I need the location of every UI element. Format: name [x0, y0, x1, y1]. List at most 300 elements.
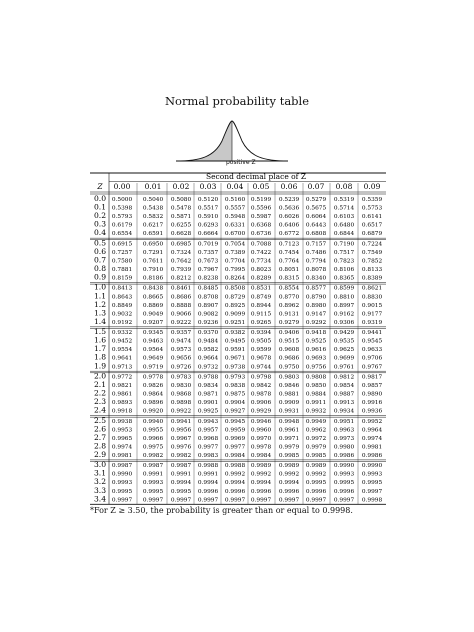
- table-cell: 0.9951: [333, 418, 355, 425]
- table-cell: 0.9783: [170, 374, 192, 381]
- table-cell: 0.9803: [278, 374, 300, 381]
- table-cell: 0.7673: [197, 258, 219, 265]
- table-cell: 0.5120: [197, 197, 219, 203]
- table-cell: 0.9995: [305, 480, 327, 487]
- table-cell: 0.9656: [170, 355, 192, 362]
- table-cell: 0.7939: [170, 267, 192, 273]
- table-cell: 0.9929: [250, 408, 272, 415]
- table-cell: 0.9812: [333, 374, 355, 381]
- table-cell: 0.5239: [278, 197, 300, 203]
- table-cell: 0.9995: [361, 480, 383, 487]
- table-cell: 0.6064: [305, 214, 327, 221]
- table-cell: 0.9082: [197, 311, 219, 318]
- table-cell: 0.8621: [361, 285, 383, 292]
- table-cell: 0.9525: [305, 338, 327, 345]
- table-cell: 0.8980: [305, 302, 327, 309]
- table-cell: 0.9306: [333, 319, 355, 326]
- table-cell: 0.9582: [197, 347, 219, 354]
- table-cell: 0.8869: [142, 302, 164, 309]
- table-cell: 0.9987: [142, 463, 164, 470]
- table-cell: 0.9997: [142, 497, 164, 504]
- table-cell: 0.9995: [111, 488, 133, 495]
- table-cell: 0.7995: [224, 267, 246, 273]
- table-cell: 0.9554: [111, 347, 133, 354]
- table-cell: 0.9975: [142, 444, 164, 451]
- table-cell: 0.8051: [278, 267, 300, 273]
- table-cell: 0.9974: [361, 435, 383, 442]
- table-cell: 0.9793: [224, 374, 246, 381]
- table-cell: 0.9693: [305, 355, 327, 362]
- col-header: 0.00: [113, 182, 131, 191]
- table-cell: 0.9032: [111, 311, 133, 318]
- row-label-z: 2.9: [93, 449, 107, 459]
- row-label-z: 2.2: [93, 388, 107, 398]
- table-cell: 0.9896: [142, 400, 164, 407]
- table-cell: 0.9893: [111, 400, 133, 407]
- table-cell: 0.9993: [361, 471, 383, 478]
- table-cell: 0.9192: [111, 319, 133, 326]
- table-cell: 0.7123: [278, 241, 300, 248]
- table-cell: 0.8925: [224, 302, 246, 309]
- table-cell: 0.8997: [333, 302, 355, 309]
- table-cell: 0.9719: [142, 364, 164, 371]
- table-cell: 0.9994: [278, 480, 300, 487]
- table-cell: 0.8770: [278, 294, 300, 301]
- table-cell: 0.9996: [278, 488, 300, 495]
- table-cell: 0.8238: [197, 275, 219, 282]
- table-cell: 0.6736: [250, 231, 272, 238]
- table-cell: 0.7580: [111, 258, 133, 265]
- row-label-z: 1.0: [93, 282, 107, 292]
- row-label-z: 3.4: [93, 494, 107, 504]
- table-cell: 0.9992: [305, 471, 327, 478]
- table-cell: 0.8340: [305, 275, 327, 282]
- table-cell: 0.6591: [142, 231, 164, 238]
- table-cell: 0.9989: [250, 463, 272, 470]
- table-cell: 0.9990: [361, 463, 383, 470]
- row-label-z: 1.8: [93, 352, 107, 362]
- table-cell: 0.9744: [250, 364, 272, 371]
- table-cell: 0.7549: [361, 249, 383, 256]
- table-cell: 0.5478: [170, 205, 192, 212]
- table-cell: 0.6179: [111, 222, 133, 229]
- table-cell: 0.9846: [278, 382, 300, 389]
- table-cell: 0.9988: [224, 463, 246, 470]
- table-cell: 0.5319: [333, 197, 355, 203]
- table-cell: 0.8023: [250, 267, 272, 273]
- table-cell: 0.6985: [170, 241, 192, 248]
- row-label-z: 0.4: [93, 228, 107, 238]
- table-cell: 0.9838: [224, 382, 246, 389]
- table-cell: 0.9989: [278, 463, 300, 470]
- table-cell: 0.6844: [333, 231, 355, 238]
- table-cell: 0.9817: [361, 374, 383, 381]
- table-cell: 0.8907: [197, 302, 219, 309]
- table-cell: 0.9985: [305, 452, 327, 459]
- row-label-z: 3.0: [93, 460, 107, 470]
- table-cell: 0.9993: [142, 480, 164, 487]
- table-cell: 0.9936: [361, 408, 383, 415]
- table-cell: 0.7157: [305, 241, 327, 248]
- table-cell: 0.8531: [250, 285, 272, 292]
- table-cell: 0.9535: [333, 338, 355, 345]
- table-cell: 0.9591: [224, 347, 246, 354]
- table-cell: 0.9927: [224, 408, 246, 415]
- table-cell: 0.7422: [250, 249, 272, 256]
- footnote: *For Z ≥ 3.50, the probability is greater than or equal to 0.9998.: [90, 506, 353, 515]
- table-cell: 0.8438: [142, 285, 164, 292]
- table-cell: 0.9949: [305, 418, 327, 425]
- table-cell: 0.9726: [170, 364, 192, 371]
- table-cell: 0.8944: [250, 302, 272, 309]
- table-cell: 0.5398: [111, 205, 133, 212]
- table-cell: 0.9994: [250, 480, 272, 487]
- table-cell: 0.9992: [250, 471, 272, 478]
- row-label-z: 1.1: [93, 291, 107, 301]
- table-cell: 0.8790: [305, 294, 327, 301]
- table-cell: 0.7389: [224, 249, 246, 256]
- table-cell: 0.8729: [224, 294, 246, 301]
- table-cell: 0.9995: [142, 488, 164, 495]
- table-cell: 0.9808: [305, 374, 327, 381]
- table-cell: 0.9015: [361, 302, 383, 309]
- positive-z-label: positive Z: [226, 159, 256, 166]
- table-cell: 0.9625: [333, 347, 355, 354]
- table-cell: 0.9906: [250, 400, 272, 407]
- table-cell: 0.9901: [197, 400, 219, 407]
- table-cell: 0.9997: [305, 497, 327, 504]
- table-cell: 0.7019: [197, 241, 219, 248]
- table-cell: 0.5160: [224, 197, 246, 203]
- table-cell: 0.8315: [278, 275, 300, 282]
- table-cell: 0.5987: [250, 214, 272, 221]
- table-cell: 0.9991: [142, 471, 164, 478]
- row-header-z: Z: [97, 182, 103, 191]
- table-cell: 0.8830: [361, 294, 383, 301]
- row-label-z: 1.7: [93, 344, 107, 354]
- table-cell: 0.8461: [170, 285, 192, 292]
- table-cell: 0.9959: [224, 427, 246, 434]
- table-cell: 0.9909: [278, 400, 300, 407]
- table-cell: 0.9984: [224, 452, 246, 459]
- table-cell: 0.9977: [197, 444, 219, 451]
- table-cell: 0.8643: [111, 294, 133, 301]
- table-cell: 0.5359: [361, 197, 383, 203]
- table-cell: 0.6950: [142, 241, 164, 248]
- table-cell: 0.9699: [333, 355, 355, 362]
- table-cell: 0.5596: [250, 205, 272, 212]
- table-cell: 0.9945: [224, 418, 246, 425]
- table-cell: 0.6331: [224, 222, 246, 229]
- table-cell: 0.8389: [361, 275, 383, 282]
- table-cell: 0.9991: [170, 471, 192, 478]
- table-cell: 0.9987: [111, 463, 133, 470]
- col-header: 0.08: [335, 182, 353, 191]
- table-cell: 0.9970: [250, 435, 272, 442]
- table-cell: 0.5557: [224, 205, 246, 212]
- table-cell: 0.7642: [170, 258, 192, 265]
- table-cell: 0.9966: [142, 435, 164, 442]
- row-label-z: 0.5: [93, 238, 107, 248]
- table-cell: 0.9834: [197, 382, 219, 389]
- table-cell: 0.9319: [361, 319, 383, 326]
- table-cell: 0.9994: [197, 480, 219, 487]
- table-cell: 0.9099: [224, 311, 246, 318]
- table-cell: 0.5080: [170, 197, 192, 203]
- table-cell: 0.5279: [305, 197, 327, 203]
- table-cell: 0.7486: [305, 249, 327, 256]
- table-cell: 0.9994: [170, 480, 192, 487]
- table-cell: 0.9394: [250, 330, 272, 337]
- table-cell: 0.9345: [142, 330, 164, 337]
- table-cell: 0.9990: [111, 471, 133, 478]
- table-cell: 0.9761: [333, 364, 355, 371]
- table-cell: 0.9957: [197, 427, 219, 434]
- table-cell: 0.9599: [250, 347, 272, 354]
- table-cell: 0.9887: [333, 391, 355, 398]
- table-cell: 0.9997: [197, 497, 219, 504]
- row-label-z: 1.2: [93, 299, 107, 309]
- table-cell: 0.9934: [333, 408, 355, 415]
- table-cell: 0.9997: [111, 497, 133, 504]
- table-cell: 0.5714: [333, 205, 355, 212]
- table-cell: 0.9992: [224, 471, 246, 478]
- table-cell: 0.9988: [197, 463, 219, 470]
- table-cell: 0.9996: [305, 488, 327, 495]
- table-cell: 0.9974: [111, 444, 133, 451]
- table-cell: 0.9940: [142, 418, 164, 425]
- table-cell: 0.9932: [305, 408, 327, 415]
- table-cell: 0.9861: [111, 391, 133, 398]
- table-cell: 0.9997: [361, 488, 383, 495]
- table-cell: 0.9484: [197, 338, 219, 345]
- table-cell: 0.9976: [170, 444, 192, 451]
- table-cell: 0.9982: [170, 452, 192, 459]
- table-cell: 0.8686: [170, 294, 192, 301]
- table-cell: 0.9948: [278, 418, 300, 425]
- table-cell: 0.8365: [333, 275, 355, 282]
- table-cell: 0.9946: [250, 418, 272, 425]
- table-cell: 0.9982: [142, 452, 164, 459]
- table-cell: 0.9996: [224, 488, 246, 495]
- table-cell: 0.9573: [170, 347, 192, 354]
- table-cell: 0.9972: [305, 435, 327, 442]
- table-cell: 0.7611: [142, 258, 164, 265]
- table-cell: 0.9878: [250, 391, 272, 398]
- group-header: Second decimal place of Z: [205, 172, 307, 181]
- page-title: Normal probability table: [164, 94, 310, 108]
- table-cell: 0.8413: [111, 285, 133, 292]
- table-cell: 0.9981: [111, 452, 133, 459]
- table-cell: 0.9971: [278, 435, 300, 442]
- table-cell: 0.9943: [197, 418, 219, 425]
- table-cell: 0.5793: [111, 214, 133, 221]
- table-cell: 0.6808: [305, 231, 327, 238]
- table-cell: 0.9778: [142, 374, 164, 381]
- table-cell: 0.7357: [197, 249, 219, 256]
- table-cell: 0.7852: [361, 258, 383, 265]
- table-cell: 0.9429: [333, 330, 355, 337]
- col-header: 0.03: [199, 182, 217, 191]
- table-cell: 0.7704: [224, 258, 246, 265]
- table-cell: 0.9495: [224, 338, 246, 345]
- table-cell: 0.8554: [278, 285, 300, 292]
- table-cell: 0.9995: [170, 488, 192, 495]
- row-label-z: 3.2: [93, 477, 107, 487]
- table-cell: 0.5438: [142, 205, 164, 212]
- table-cell: 0.9279: [278, 319, 300, 326]
- table-cell: 0.9678: [250, 355, 272, 362]
- table-cell: 0.7257: [111, 249, 133, 256]
- table-cell: 0.9821: [111, 382, 133, 389]
- table-cell: 0.9956: [170, 427, 192, 434]
- table-cell: 0.8810: [333, 294, 355, 301]
- table-cell: 0.9713: [111, 364, 133, 371]
- table-cell: 0.9938: [111, 418, 133, 425]
- table-cell: 0.5517: [197, 205, 219, 212]
- table-cell: 0.9989: [305, 463, 327, 470]
- col-header: 0.04: [226, 182, 244, 191]
- row-label-z: 0.2: [93, 211, 107, 221]
- table-cell: 0.6628: [170, 231, 192, 238]
- table-cell: 0.6443: [305, 222, 327, 229]
- table-cell: 0.9616: [305, 347, 327, 354]
- table-cell: 0.9177: [361, 311, 383, 318]
- table-cell: 0.9993: [111, 480, 133, 487]
- table-cell: 0.9997: [224, 497, 246, 504]
- table-cell: 0.9973: [333, 435, 355, 442]
- table-cell: 0.8485: [197, 285, 219, 292]
- row-label-z: 2.1: [93, 379, 107, 389]
- table-cell: 0.9641: [111, 355, 133, 362]
- row-label-z: 1.3: [93, 308, 107, 318]
- table-cell: 0.7794: [305, 258, 327, 265]
- row-label-z: 3.1: [93, 468, 107, 478]
- table-cell: 0.8289: [250, 275, 272, 282]
- table-cell: 0.9850: [305, 382, 327, 389]
- table-cell: 0.5636: [278, 205, 300, 212]
- table-cell: 0.9564: [142, 347, 164, 354]
- table-cell: 0.9985: [278, 452, 300, 459]
- table-cell: 0.9941: [170, 418, 192, 425]
- table-cell: 0.9983: [197, 452, 219, 459]
- table-cell: 0.9292: [305, 319, 327, 326]
- table-cell: 0.9750: [278, 364, 300, 371]
- table-cell: 0.9991: [197, 471, 219, 478]
- row-label-z: 0.6: [93, 246, 107, 256]
- table-cell: 0.8159: [111, 275, 133, 282]
- table-cell: 0.9868: [170, 391, 192, 398]
- row-label-z: 2.5: [93, 415, 107, 425]
- table-cell: 0.8264: [224, 275, 246, 282]
- table-cell: 0.5753: [361, 205, 383, 212]
- table-cell: 0.9265: [250, 319, 272, 326]
- table-cell: 0.6103: [333, 214, 355, 221]
- table-cell: 0.7224: [361, 241, 383, 248]
- table-cell: 0.7190: [333, 241, 355, 248]
- table-cell: 0.9686: [278, 355, 300, 362]
- table-cell: 0.9418: [305, 330, 327, 337]
- table-cell: 0.9767: [361, 364, 383, 371]
- table-cell: 0.9772: [111, 374, 133, 381]
- col-header: 0.07: [307, 182, 325, 191]
- table-cell: 0.9993: [333, 471, 355, 478]
- table-cell: 0.6026: [278, 214, 300, 221]
- table-cell: 0.9979: [305, 444, 327, 451]
- table-cell: 0.9505: [250, 338, 272, 345]
- table-cell: 0.9066: [170, 311, 192, 318]
- table-cell: 0.9992: [278, 471, 300, 478]
- table-cell: 0.9986: [361, 452, 383, 459]
- row-label-z: 0.0: [93, 194, 107, 203]
- col-header: 0.09: [363, 182, 381, 191]
- table-cell: 0.7324: [170, 249, 192, 256]
- table-cell: 0.8078: [305, 267, 327, 273]
- table-cell: 0.6554: [111, 231, 133, 238]
- table-cell: 0.9995: [333, 480, 355, 487]
- col-header: 0.01: [144, 182, 162, 191]
- row-label-z: 3.3: [93, 485, 107, 495]
- table-cell: 0.9996: [197, 488, 219, 495]
- table-cell: 0.9961: [278, 427, 300, 434]
- table-cell: 0.9968: [197, 435, 219, 442]
- table-cell: 0.9987: [170, 463, 192, 470]
- table-cell: 0.8708: [197, 294, 219, 301]
- col-header: 0.02: [172, 182, 190, 191]
- table-cell: 0.9955: [142, 427, 164, 434]
- table-cell: 0.9952: [361, 418, 383, 425]
- table-cell: 0.9633: [361, 347, 383, 354]
- table-cell: 0.6255: [170, 222, 192, 229]
- table-cell: 0.9406: [278, 330, 300, 337]
- table-cell: 0.8849: [111, 302, 133, 309]
- table-cell: 0.9962: [305, 427, 327, 434]
- table-cell: 0.9904: [224, 400, 246, 407]
- table-cell: 0.9913: [333, 400, 355, 407]
- table-cell: 0.9960: [250, 427, 272, 434]
- row-label-z: 2.3: [93, 397, 107, 407]
- table-cell: 0.9222: [170, 319, 192, 326]
- table-cell: 0.9864: [142, 391, 164, 398]
- table-cell: 0.9967: [170, 435, 192, 442]
- table-cell: 0.6700: [224, 231, 246, 238]
- table-cell: 0.7881: [111, 267, 133, 273]
- table-cell: 0.9545: [361, 338, 383, 345]
- table-cell: 0.5040: [142, 197, 164, 203]
- table-cell: 0.8577: [305, 285, 327, 292]
- table-cell: 0.9996: [250, 488, 272, 495]
- table-cell: 0.9871: [197, 391, 219, 398]
- row-label-z: 2.7: [93, 432, 107, 442]
- row-label-z: 1.4: [93, 316, 107, 326]
- table-cell: 0.9049: [142, 311, 164, 318]
- table-cell: 0.5199: [250, 197, 272, 203]
- table-cell: 0.7054: [224, 241, 246, 248]
- table-cell: 0.9931: [278, 408, 300, 415]
- table-cell: 0.8186: [142, 275, 164, 282]
- table-cell: 0.9925: [197, 408, 219, 415]
- table-cell: 0.9979: [278, 444, 300, 451]
- table-cell: 0.9251: [224, 319, 246, 326]
- table-cell: 0.6406: [278, 222, 300, 229]
- table-cell: 0.9884: [305, 391, 327, 398]
- table-cell: 0.7823: [333, 258, 355, 265]
- table-cell: 0.9953: [111, 427, 133, 434]
- table-cell: 0.9986: [333, 452, 355, 459]
- table-cell: 0.5000: [111, 197, 133, 203]
- table-cell: 0.5871: [170, 214, 192, 221]
- table-cell: 0.7764: [278, 258, 300, 265]
